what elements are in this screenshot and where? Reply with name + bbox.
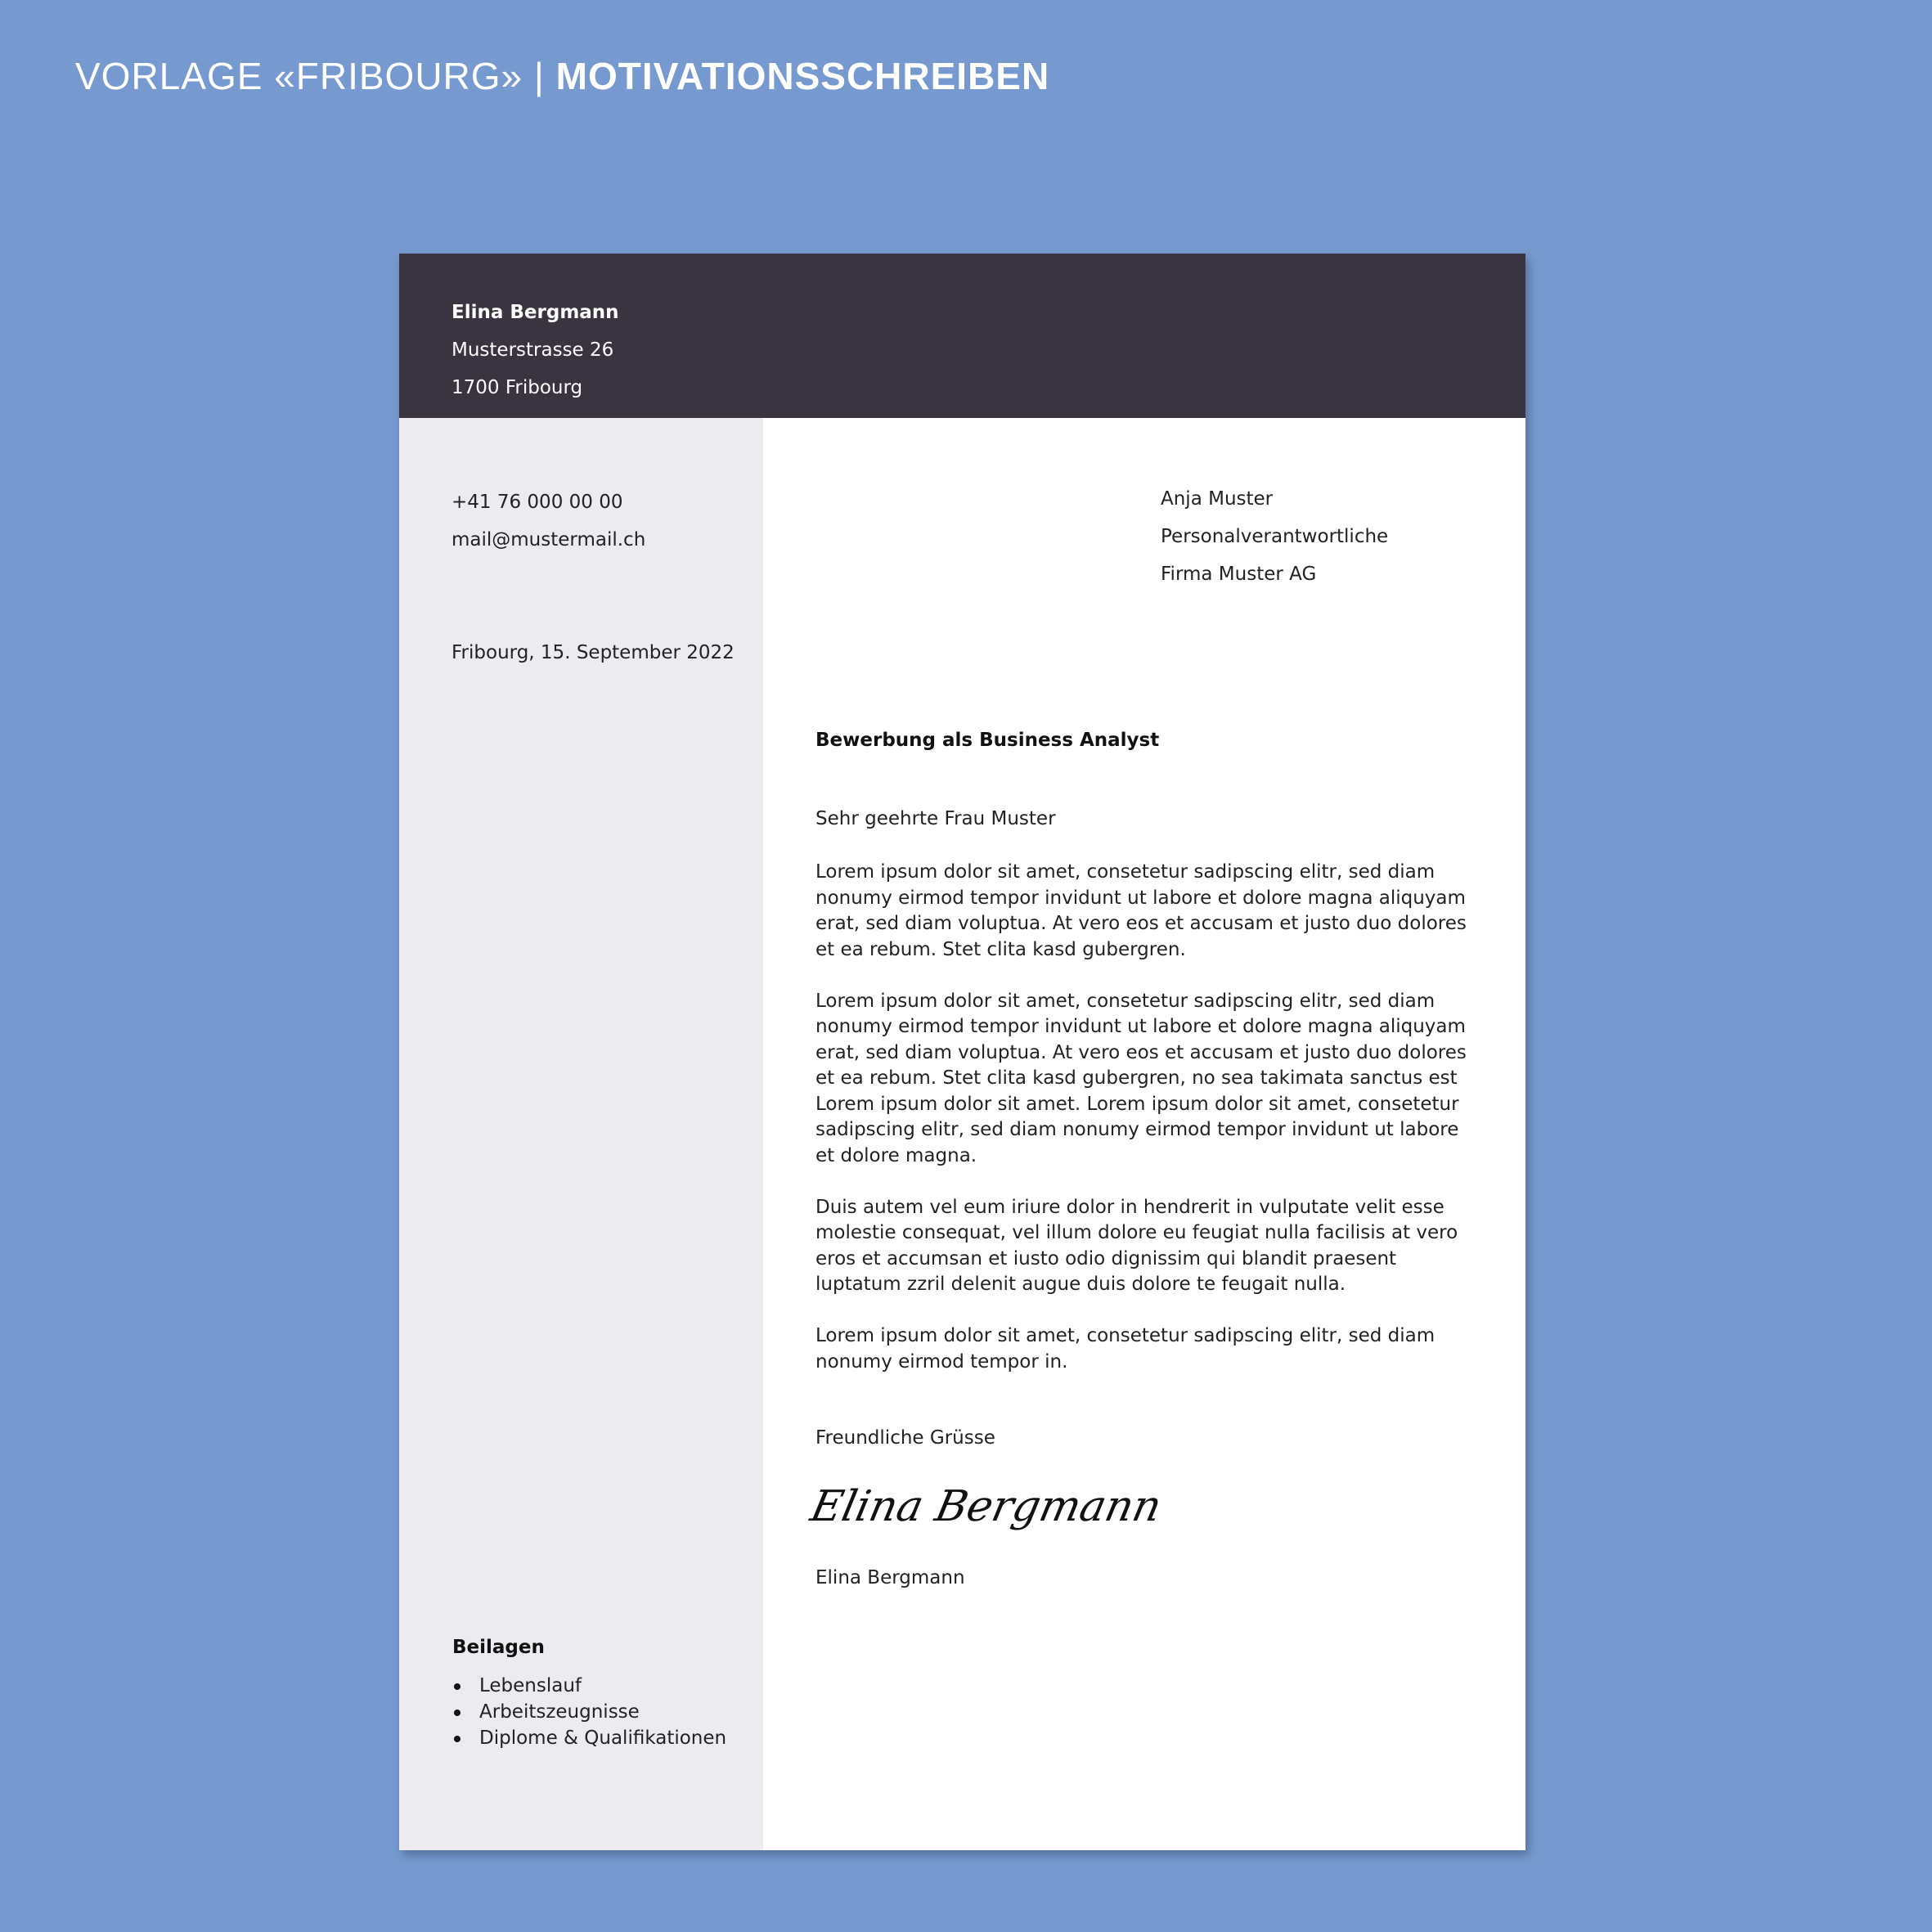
signer-name: Elina Bergmann (815, 1567, 965, 1588)
sender-street: Musterstrasse 26 (452, 339, 614, 361)
letter-subject: Bewerbung als Business Analyst (815, 730, 1160, 751)
letter-sheet (399, 254, 1525, 1850)
recipient-company: Firma Muster AG (1161, 564, 1317, 585)
handwritten-signature (806, 1473, 1166, 1547)
attachment-item (452, 1725, 726, 1751)
sender-city: 1700 Fribourg (452, 377, 583, 398)
signature-text: Elina Bergmann (806, 1481, 1166, 1531)
recipient-block (1161, 487, 1388, 600)
letter-closing: Freundliche Grüsse (815, 1427, 995, 1449)
attachment-label: Arbeitszeugnisse (479, 1701, 640, 1723)
body-paragraph: Lorem ipsum dolor sit amet, consetetur sadipscing elitr, sed diam nonumy eirmod tempor invidunt ut labore et dolore magna aliquyam erat, sed diam voluptua. At vero eos et accusam et justo duo dolores et ea rebum. Stet clita kasd gubergren. (815, 861, 1467, 960)
attachment-item (452, 1673, 726, 1699)
letter-sidebar (399, 418, 763, 1850)
bullet-icon (454, 1710, 461, 1716)
body-paragraph: Duis autem vel eum iriure dolor in hendrerit in vulputate velit esse molestie consequat, vel illum dolore eu feugiat nulla facilisis at vero eros et accumsan et iusto odio dignissim qui blandit praesent luptatum zzril delenit augue duis dolore te feugait nulla. (815, 1196, 1458, 1295)
body-paragraph: Lorem ipsum dolor sit amet, consetetur sadipscing elitr, sed diam nonumy eirmod tempor invidunt ut labore et dolore magna aliquyam erat, sed diam voluptua. At vero eos et accusam et justo duo dolores et ea rebum. Stet clita kasd gubergren, no sea takimata sanctus est Lorem ipsum dolor sit amet. Lorem ipsum dolor sit amet, consetetur sadipscing elitr, sed diam nonumy eirmod tempor invidunt ut labore et dolore magna. (815, 990, 1467, 1166)
attachment-label: Diplome & Qualifikationen (479, 1728, 727, 1749)
letter-body (815, 860, 1470, 1401)
sender-name: Elina Bergmann (452, 302, 619, 323)
recipient-role: Personalverantwortliche (1161, 526, 1389, 547)
attachments-title: Beilagen (452, 1637, 545, 1658)
letter-salutation: Sehr geehrte Frau Muster (815, 808, 1056, 829)
letter-date: Fribourg, 15. September 2022 (452, 642, 735, 663)
page-title-template: VORLAGE «FRIBOURG» | (75, 55, 556, 97)
letter-main (763, 418, 1525, 1850)
page-title (75, 54, 1049, 98)
letter-header (399, 254, 1525, 418)
page-title-type: MOTIVATIONSSCHREIBEN (555, 55, 1050, 97)
body-paragraph: Lorem ipsum dolor sit amet, consetetur sadipscing elitr, sed diam nonumy eirmod tempor in. (815, 1325, 1436, 1373)
recipient-name: Anja Muster (1161, 488, 1274, 510)
attachments-list (452, 1673, 726, 1751)
sender-email: mail@mustermail.ch (452, 529, 646, 550)
bullet-icon (454, 1683, 461, 1690)
sender-phone: +41 76 000 00 00 (452, 492, 623, 513)
attachment-label: Lebenslauf (479, 1675, 582, 1696)
attachment-item (452, 1699, 726, 1725)
bullet-icon (454, 1736, 461, 1742)
